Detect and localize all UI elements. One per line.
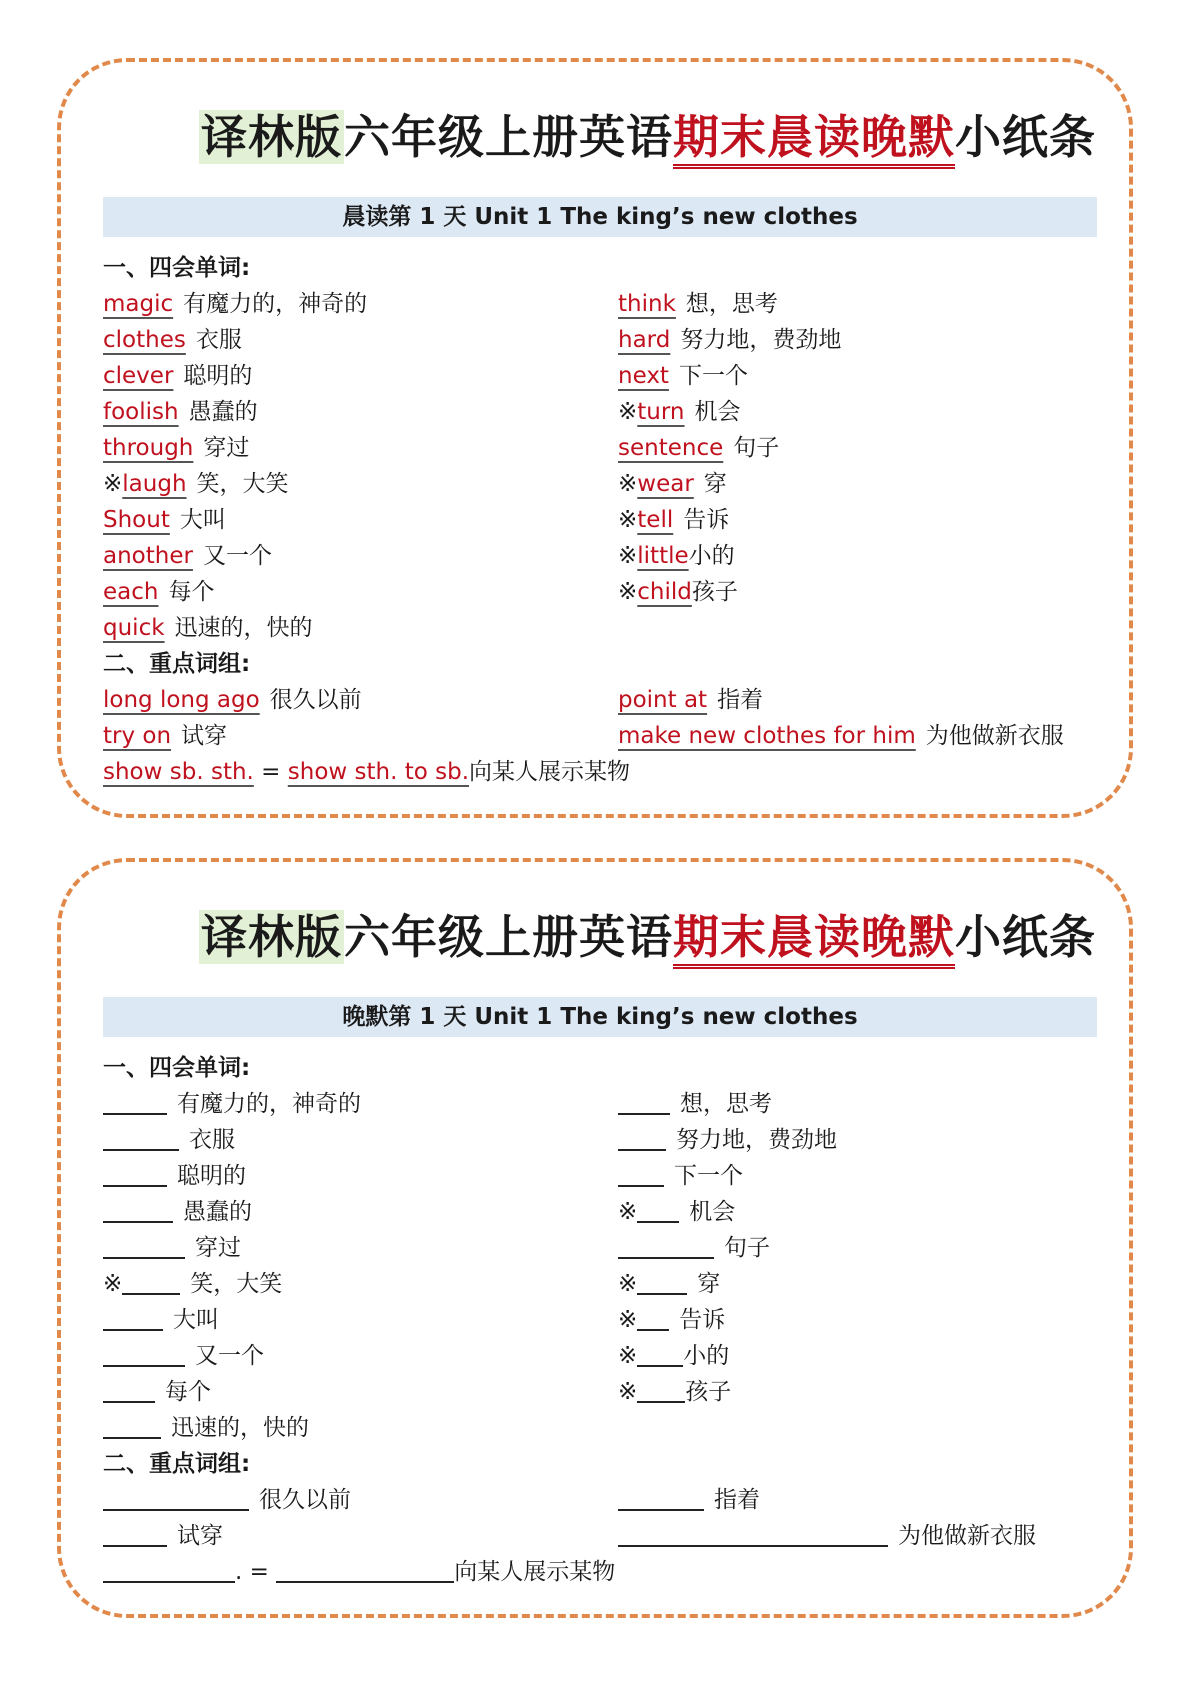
word-en: magic xyxy=(103,291,174,317)
answer-blank[interactable] xyxy=(618,1123,666,1151)
word-en: another xyxy=(103,543,193,569)
word-cn: 有魔力的，神奇的 xyxy=(183,291,368,317)
phrase-en: point at xyxy=(618,687,708,713)
word-right xyxy=(618,1158,743,1194)
word-en: tell xyxy=(637,507,674,533)
word-en: quick xyxy=(103,615,165,641)
word-right xyxy=(618,322,841,358)
phrase-cn: 向某人展示某物 xyxy=(469,759,631,785)
word-cn: 衣服 xyxy=(189,1127,235,1153)
word-cn: 穿过 xyxy=(195,1235,241,1261)
star-mark: ※ xyxy=(618,1271,638,1297)
word-cn: 衣服 xyxy=(195,327,242,353)
word-cn: 下一个 xyxy=(678,363,748,389)
equals-sign: = xyxy=(253,759,288,785)
word-cn: 笑，大笑 xyxy=(196,471,289,497)
star-mark: ※ xyxy=(618,471,638,497)
phrase-en: try on xyxy=(103,723,172,749)
word-right xyxy=(618,1194,735,1230)
word-row xyxy=(103,322,1097,358)
answer-blank[interactable] xyxy=(618,1087,670,1115)
word-en: next xyxy=(618,363,669,389)
answer-blank[interactable] xyxy=(103,1375,155,1403)
section-heading: 一、四会单词: xyxy=(103,255,251,281)
answer-blank[interactable] xyxy=(618,1483,704,1511)
star-mark: ※ xyxy=(618,399,638,425)
star-mark: ※ xyxy=(618,1199,638,1225)
word-en: foolish xyxy=(103,399,179,425)
phrase-cn: 指着 xyxy=(717,687,764,713)
word-en: clothes xyxy=(103,327,186,353)
phrase-right xyxy=(618,1482,760,1518)
word-cn: 想，思考 xyxy=(685,291,778,317)
phrase-en: show sth. to sb. xyxy=(287,759,470,785)
word-right xyxy=(618,430,779,466)
answer-blank[interactable] xyxy=(103,1231,185,1259)
answer-blank[interactable] xyxy=(618,1231,714,1259)
word-row xyxy=(103,574,1097,610)
answer-blank[interactable] xyxy=(103,1519,167,1547)
phrase-cn: 很久以前 xyxy=(269,687,362,713)
word-right xyxy=(618,538,735,574)
answer-blank[interactable] xyxy=(637,1339,683,1367)
title-lead: 译林版 xyxy=(201,910,342,964)
answer-blank[interactable] xyxy=(103,1483,249,1511)
title-tail: 小纸条 xyxy=(955,110,1096,164)
word-en: through xyxy=(103,435,194,461)
answer-blank[interactable] xyxy=(103,1195,173,1223)
phrase-cn: 试穿 xyxy=(181,723,228,749)
word-en: wear xyxy=(637,471,694,497)
word-cn: 告诉 xyxy=(683,507,730,533)
word-right xyxy=(618,394,741,430)
word-row xyxy=(103,286,1097,322)
word-right xyxy=(618,1374,731,1410)
word-right xyxy=(618,574,738,610)
answer-blank[interactable] xyxy=(637,1375,685,1403)
word-right xyxy=(618,358,748,394)
phrase-en: make new clothes for him xyxy=(618,723,916,749)
phrase-right xyxy=(618,718,1064,754)
answer-blank[interactable] xyxy=(618,1159,664,1187)
star-mark: ※ xyxy=(618,1307,638,1333)
equals-sign: . = xyxy=(235,1559,277,1585)
word-row xyxy=(103,466,1097,502)
word-cn: 机会 xyxy=(694,399,741,425)
answer-blank[interactable] xyxy=(637,1195,679,1223)
word-cn: 大叫 xyxy=(173,1307,219,1333)
word-right xyxy=(618,1338,729,1374)
word-row xyxy=(103,1338,1097,1374)
phrase-row xyxy=(103,1482,1097,1518)
word-cn: 小的 xyxy=(683,1343,730,1369)
title-highlight: 期末晨读晚默 xyxy=(673,910,955,969)
answer-blank[interactable] xyxy=(103,1159,167,1187)
word-en: think xyxy=(618,291,676,317)
word-en: little xyxy=(637,543,689,569)
title-highlight: 期末晨读晚默 xyxy=(673,110,955,169)
evening-content xyxy=(103,1050,1097,1590)
phrase-cn: 试穿 xyxy=(177,1523,223,1549)
word-en: Shout xyxy=(103,507,170,533)
phrase-cn: 向某人展示某物 xyxy=(454,1559,616,1585)
word-cn: 每个 xyxy=(168,579,215,605)
word-en: child xyxy=(637,579,692,605)
answer-blank[interactable] xyxy=(103,1087,167,1115)
title-mid: 六年级上册英语 xyxy=(344,110,673,164)
word-right xyxy=(618,1086,772,1122)
phrase-row xyxy=(103,718,1097,754)
word-cn: 聪明的 xyxy=(183,363,253,389)
phrase-row xyxy=(103,754,1097,790)
word-row xyxy=(103,1122,1097,1158)
evening-title xyxy=(199,892,1119,982)
word-row xyxy=(103,610,1097,646)
word-cn: 努力地，费劲地 xyxy=(680,327,842,353)
word-en: sentence xyxy=(618,435,724,461)
morning-card xyxy=(57,58,1133,818)
word-row xyxy=(103,1230,1097,1266)
word-cn: 穿过 xyxy=(203,435,250,461)
answer-blank[interactable] xyxy=(103,1303,163,1331)
phrase-row xyxy=(103,1518,1097,1554)
answer-blank[interactable] xyxy=(618,1519,888,1547)
star-mark: ※ xyxy=(103,471,123,497)
word-row xyxy=(103,1410,1097,1446)
word-row xyxy=(103,1266,1097,1302)
answer-blank[interactable] xyxy=(103,1123,179,1151)
word-cn: 句子 xyxy=(724,1235,770,1261)
word-cn: 下一个 xyxy=(674,1163,743,1189)
section-heading: 一、四会单词: xyxy=(103,1055,251,1081)
word-cn: 迅速的，快的 xyxy=(171,1415,309,1441)
phrase-cn: 为他做新衣服 xyxy=(925,723,1064,749)
word-row xyxy=(103,1194,1097,1230)
star-mark: ※ xyxy=(618,1379,638,1405)
word-row xyxy=(103,1158,1097,1194)
word-cn: 告诉 xyxy=(679,1307,726,1333)
word-row xyxy=(103,358,1097,394)
answer-blank[interactable] xyxy=(103,1555,235,1583)
morning-banner: 晨读第 1 天 Unit 1 The king’s new clothes xyxy=(103,197,1097,237)
word-row xyxy=(103,502,1097,538)
star-mark: ※ xyxy=(618,1343,638,1369)
word-cn: 聪明的 xyxy=(177,1163,246,1189)
word-right xyxy=(618,286,778,322)
star-mark: ※ xyxy=(618,507,638,533)
word-row xyxy=(103,1302,1097,1338)
answer-blank[interactable] xyxy=(276,1555,454,1583)
title-mid: 六年级上册英语 xyxy=(344,910,673,964)
word-cn: 句子 xyxy=(733,435,780,461)
word-en: hard xyxy=(618,327,671,353)
word-en: each xyxy=(103,579,159,605)
answer-blank[interactable] xyxy=(637,1303,669,1331)
word-cn: 孩子 xyxy=(691,579,738,605)
evening-banner: 晚默第 1 天 Unit 1 The king’s new clothes xyxy=(103,997,1097,1037)
word-row xyxy=(103,538,1097,574)
phrase-right xyxy=(618,1518,1036,1554)
answer-blank[interactable] xyxy=(637,1267,687,1295)
word-cn: 孩子 xyxy=(685,1379,732,1405)
word-cn: 愚蠢的 xyxy=(183,1199,252,1225)
phrase-en: show sb. sth. xyxy=(103,759,254,785)
word-cn: 努力地，费劲地 xyxy=(676,1127,837,1153)
phrase-cn: 指着 xyxy=(714,1487,760,1513)
morning-title xyxy=(199,92,1119,182)
answer-blank[interactable] xyxy=(103,1411,161,1439)
phrase-en: long long ago xyxy=(103,687,260,713)
evening-card xyxy=(57,858,1133,1618)
phrase-row xyxy=(103,1554,1097,1590)
word-cn: 想，思考 xyxy=(680,1091,772,1117)
word-right xyxy=(618,1230,770,1266)
section-heading: 二、重点词组: xyxy=(103,651,251,677)
word-right xyxy=(618,502,729,538)
word-cn: 笑，大笑 xyxy=(190,1271,283,1297)
word-right xyxy=(618,466,727,502)
answer-blank[interactable] xyxy=(103,1339,185,1367)
word-en: turn xyxy=(637,399,685,425)
word-cn: 有魔力的，神奇的 xyxy=(177,1091,361,1117)
title-tail: 小纸条 xyxy=(955,910,1096,964)
phrase-right xyxy=(618,682,763,718)
star-mark: ※ xyxy=(618,543,638,569)
section-heading: 二、重点词组: xyxy=(103,1451,251,1477)
word-row xyxy=(103,1086,1097,1122)
phrase-cn: 很久以前 xyxy=(259,1487,351,1513)
morning-content xyxy=(103,250,1097,790)
word-row xyxy=(103,1374,1097,1410)
word-row xyxy=(103,430,1097,466)
word-cn: 机会 xyxy=(689,1199,736,1225)
star-mark: ※ xyxy=(618,579,638,605)
word-en: clever xyxy=(103,363,174,389)
word-cn: 迅速的，快的 xyxy=(174,615,313,641)
star-mark: ※ xyxy=(103,1271,123,1297)
word-cn: 穿 xyxy=(703,471,727,497)
word-cn: 小的 xyxy=(688,543,735,569)
title-lead: 译林版 xyxy=(201,110,342,164)
answer-blank[interactable] xyxy=(122,1267,180,1295)
word-cn: 穿 xyxy=(697,1271,721,1297)
word-right xyxy=(618,1302,725,1338)
word-en: laugh xyxy=(122,471,187,497)
word-cn: 又一个 xyxy=(195,1343,264,1369)
word-cn: 每个 xyxy=(165,1379,211,1405)
phrase-cn: 为他做新衣服 xyxy=(898,1523,1036,1549)
word-row xyxy=(103,394,1097,430)
word-right xyxy=(618,1122,837,1158)
word-cn: 愚蠢的 xyxy=(188,399,258,425)
word-cn: 大叫 xyxy=(179,507,226,533)
word-cn: 又一个 xyxy=(202,543,272,569)
phrase-row xyxy=(103,682,1097,718)
word-right xyxy=(618,1266,720,1302)
